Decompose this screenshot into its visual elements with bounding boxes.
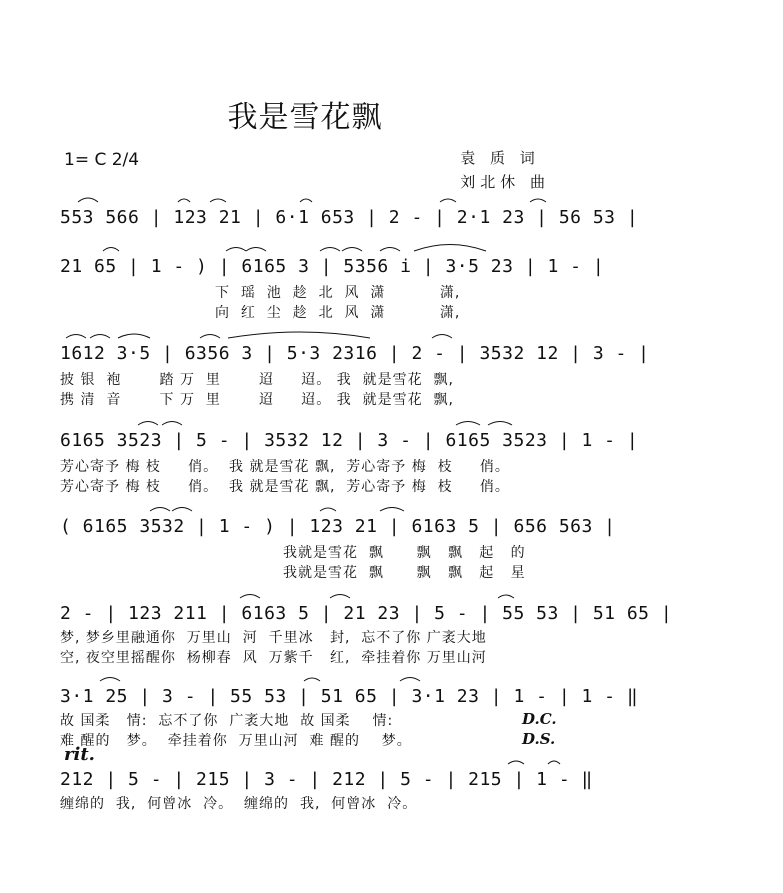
composer-credit: 刘北休 曲 bbox=[460, 173, 550, 191]
lyric-line: 空, 夜空里摇醒你 杨柳春 风 万紫千 红, 牵挂着你 万里山河 bbox=[60, 650, 487, 666]
lyric-line: 难 醒的 梦。 牵挂着你 万里山河 难 醒的 梦。 bbox=[60, 733, 412, 749]
notes-system-2: 21 65 | 1 - ) | 6165 3 | 5356 i | 3·5 23 | 1 - | bbox=[60, 256, 605, 277]
lyric-line: 我就是雪花 飘 飘 飘 起 星 bbox=[283, 565, 526, 581]
lyric-line: 芳心寄予 梅 枝 俏。 我 就是雪花 飘, 芳心寄予 梅 枝 俏。 bbox=[60, 459, 510, 475]
lyric-line: 向 红 尘 趁 北 风 潇 潇, bbox=[215, 305, 461, 321]
notes-system-8: 212 | 5 - | 215 | 3 - | 212 | 5 - | 215 | 1 - ‖ bbox=[60, 769, 593, 790]
lyric-line: 故 国柔 情: 忘不了你 广袤大地 故 国柔 情: bbox=[60, 713, 394, 729]
credits bbox=[460, 146, 550, 194]
lyric-line: 芳心寄予 梅 枝 俏。 我 就是雪花 飘, 芳心寄予 梅 枝 俏。 bbox=[60, 479, 510, 495]
lyric-line: 下 瑶 池 趁 北 风 潇 潇, bbox=[215, 285, 461, 301]
notes-system-4: 6165 3523 | 5 - | 3532 12 | 3 - | 6165 3523 | 1 - | bbox=[60, 430, 639, 451]
notes-system-1: 553 566 | 123 21 | 6·1 653 | 2 - | 2·1 23 | 56 53 | bbox=[60, 207, 639, 228]
lyric-line: 缠绵的 我, 何曾冰 冷。 缠绵的 我, 何曾冰 冷。 bbox=[60, 796, 418, 812]
dc-mark: D.C. bbox=[522, 710, 557, 728]
lyric-line: 披 银 袍 踏 万 里 迢 迢。 我 就是雪花 飘, bbox=[60, 372, 454, 388]
lyric-line: 梦, 梦乡里融通你 万里山 河 千里冰 封, 忘不了你 广袤大地 bbox=[60, 630, 487, 646]
notes-system-5: ( 6165 3532 | 1 - ) | 123 21 | 6163 5 | 656 563 | bbox=[60, 516, 616, 537]
rit-mark: rit. bbox=[64, 744, 95, 765]
lyric-line: 携 清 音 下 万 里 迢 迢。 我 就是雪花 飘, bbox=[60, 392, 454, 408]
notes-system-6: 2 - | 123 211 | 6163 5 | 21 23 | 5 - | 55 53 | 51 65 | bbox=[60, 603, 673, 624]
lyric-line: 我就是雪花 飘 飘 飘 起 的 bbox=[283, 545, 526, 561]
lyricist-credit: 袁 质 词 bbox=[460, 149, 540, 167]
ds-mark: D.S. bbox=[522, 730, 556, 748]
notes-system-3: 1612 3·5 | 6356 3 | 5·3 2316 | 2 - | 3532 12 | 3 - | bbox=[60, 343, 650, 364]
key-signature: 1= C 2/4 bbox=[64, 150, 140, 170]
notes-system-7: 3·1 25 | 3 - | 55 53 | 51 65 | 3·1 23 | 1 - | 1 - ‖ bbox=[60, 686, 639, 707]
song-title: 我是雪花飘 bbox=[227, 100, 383, 135]
